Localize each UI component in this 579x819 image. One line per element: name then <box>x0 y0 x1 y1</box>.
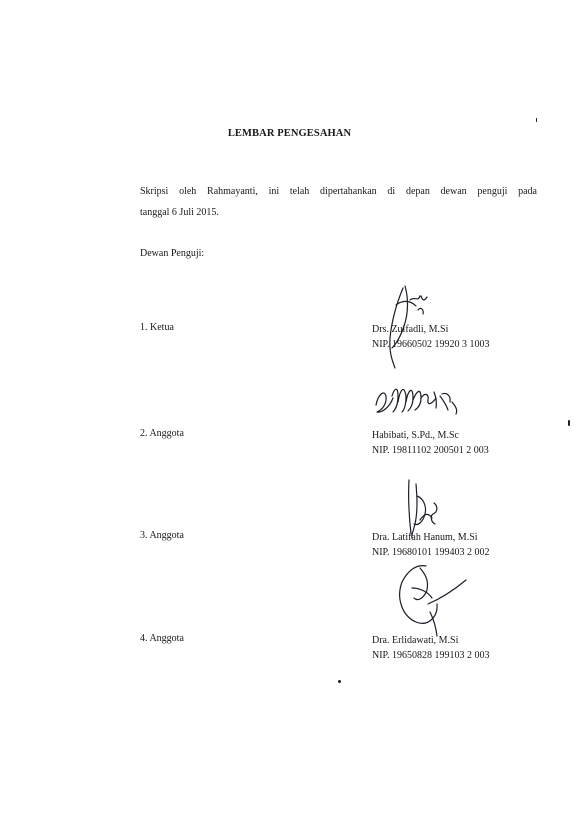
page-title: LEMBAR PENGESAHAN <box>227 128 352 139</box>
member-nip: NIP. 19660502 19920 3 1003 <box>372 339 490 350</box>
member-name: Drs. Zulfadli, M.Si <box>372 324 449 335</box>
committee-heading: Dewan Penguji: <box>140 248 205 259</box>
paragraph-line-2: tanggal 6 Juli 2015. <box>140 207 219 218</box>
signature-anggota-3 <box>400 566 466 636</box>
member-name: Habibati, S.Pd., M.Sc <box>372 430 459 441</box>
paragraph-line-1: Skripsi oleh Rahmayanti, ini telah dipertahankan di depan dewan penguji pada <box>140 186 537 197</box>
scan-speck <box>338 680 341 683</box>
member-block-1 <box>372 322 490 352</box>
member-nip: NIP. 19811102 200501 2 003 <box>372 445 489 456</box>
member-role-3: 3. Anggota <box>140 530 184 541</box>
scan-speck <box>568 420 570 426</box>
member-nip: NIP. 19650828 199103 2 003 <box>372 650 490 661</box>
signature-anggota-1 <box>376 389 457 414</box>
member-block-2 <box>372 428 489 458</box>
approval-paragraph <box>140 181 537 223</box>
member-role-2: 2. Anggota <box>140 428 184 439</box>
scan-speck <box>536 118 537 122</box>
member-role-1: 1. Ketua <box>140 322 174 333</box>
member-name: Dra. Erlidawati, M.Si <box>372 635 459 646</box>
member-nip: NIP. 19680101 199403 2 002 <box>372 547 490 558</box>
member-role-4: 4. Anggota <box>140 633 184 644</box>
member-block-4 <box>372 633 490 663</box>
member-name: Dra. Latifah Hanum, M.Si <box>372 532 478 543</box>
member-block-3 <box>372 530 490 560</box>
